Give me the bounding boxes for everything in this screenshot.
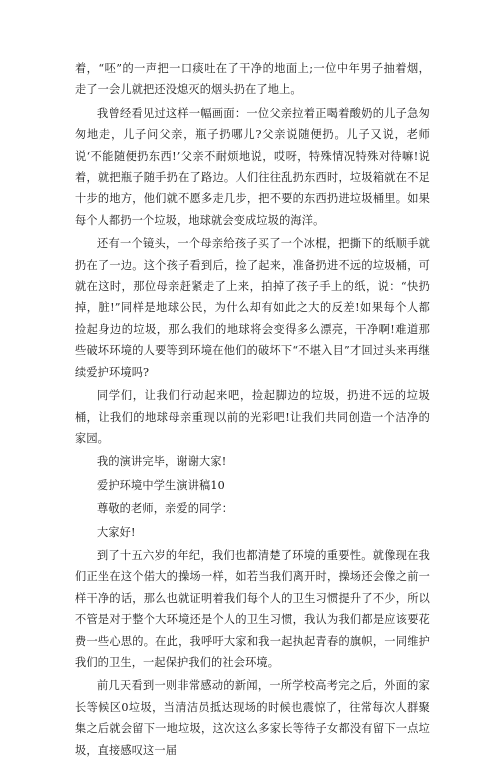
- paragraph-2: 我曾经看见过这样一幅画面：一位父亲拉着正喝着酸奶的儿子急匆匆地走，儿子问父亲，瓶子扔哪儿?父亲说随便扔。儿子又说，老师说‘不能随便扔东西!’父亲不耐烦地说，哎呀，特殊情况特殊对待嘛!说着，就把瓶子随手扔在了路边。人们往往乱扔东西时，垃圾箱就在不足十步的地方，他们就不愿多走几步，把不要的东西扔进垃圾桶里。如果每个人都扔一个垃圾，地球就会变成垃圾的海洋。: [75, 106, 430, 227]
- document-body: [75, 58, 430, 761]
- paragraph-8: 大家好!: [97, 525, 136, 539]
- paragraph-1: 着，“呸”的一声把一口痰吐在了干净的地面上;一位中年男子抽着烟，走了一会儿就把还没熄灭的烟头扔在了地上。: [75, 62, 430, 97]
- paragraph-10: 前几天看到一则非常感动的新闻，一所学校高考完之后，外面的家长等候区0垃圾，当清洁员抵达现场的时候也震惊了，往常每次人群聚集之后就会留下一地垃圾，这次这么多家长等待子女都没有留下一点垃圾，直接感叹这一届: [75, 679, 430, 757]
- paragraph-5: 我的演讲完毕，谢谢大家!: [97, 455, 227, 469]
- paragraph-7: 尊敬的老师，亲爱的同学：: [97, 502, 234, 516]
- paragraph-3: 还有一个镜头，一个母亲给孩子买了一个冰棍，把撕下的纸顺手就扔在了一边。这个孩子看到后，捡了起来，准备扔进不远的垃圾桶，可就在这时，那位母亲赶紧走了上来，拍掉了孩子手上的纸，说：“快扔掉，脏!”同样是地球公民，为什么却有如此之大的反差!如果每个人都捡起身边的垃圾，那么我们的地球将会变得多么漂亮，干净啊!难道那些破坏环境的人要等到环境在他们的破坏下“不堪入目”才回过头来再继续爱护环境吗?: [75, 237, 430, 379]
- paragraph-4: 同学们，让我们行动起来吧，捡起脚边的垃圾，扔进不远的垃圾桶，让我们的地球母亲重现以前的光彩吧!让我们共同创造一个洁净的家园。: [75, 389, 430, 445]
- paragraph-9: 到了十五六岁的年纪，我们也都清楚了环境的重要性。就像现在我们正坐在这个偌大的操场一样，如若当我们离开时，操场还会像之前一样干净的话，那么也就证明着我们每个人的卫生习惯提升了不少，所以不管是对于整个大环境还是个人的卫生习惯，我认为我们都是应该要花费一些心思的。在此，我呼吁大家和我一起执起青春的旗帜，一同维护我们的卫生，一起保护我们的社会环境。: [75, 548, 430, 669]
- paragraph-6: 爱护环境中学生演讲稿10: [97, 478, 225, 492]
